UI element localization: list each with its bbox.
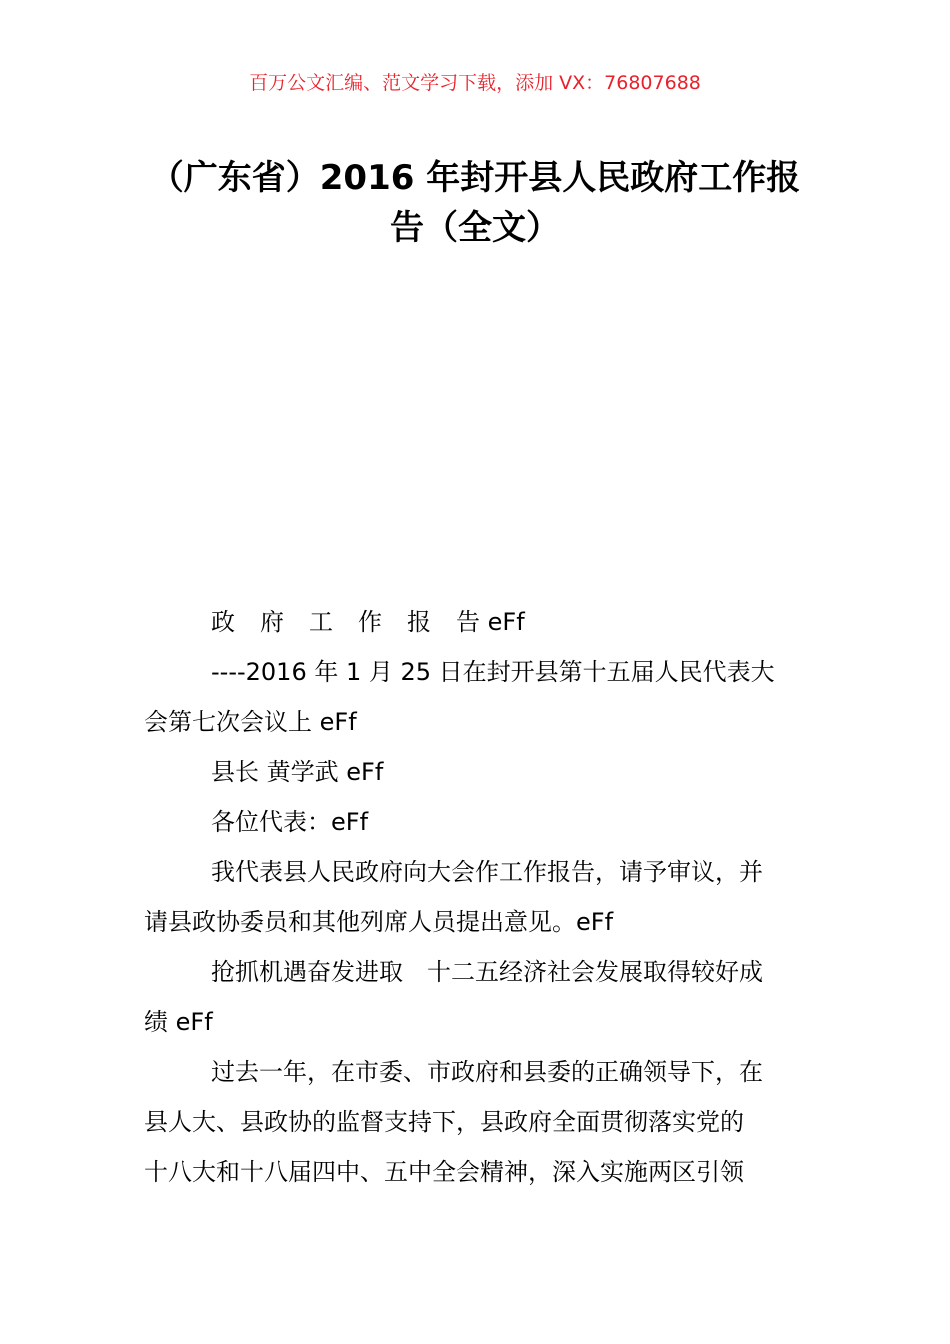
intro-line1: 我代表县人民政府向大会作工作报告，请予审议，并 [211, 858, 763, 886]
section-heading-line1: 抢抓机遇奋发进取 十二五经济社会发展取得较好成 [211, 958, 763, 986]
speaker-line: 县长 黄学武 eFf [211, 758, 384, 786]
intro-line2: 请县政协委员和其他列席人员提出意见。eFf [144, 908, 614, 936]
salutation-line: 各位代表：eFf [211, 808, 369, 836]
document-title-line2: 告（全文） [390, 208, 560, 248]
document-title-line1: （广东省）2016 年封开县人民政府工作报 [149, 158, 801, 198]
section-heading-line2: 绩 eFf [144, 1008, 213, 1036]
subtitle-line1: ----2016 年 1 月 25 日在封开县第十五届人民代表大 [211, 658, 775, 686]
paragraph-line1: 过去一年，在市委、市政府和县委的正确领导下，在 [211, 1058, 763, 1086]
paragraph-line3: 十八大和十八届四中、五中全会精神，深入实施两区引领 [144, 1158, 744, 1186]
subtitle-line2: 会第七次会议上 eFf [144, 708, 357, 736]
report-heading-end: 告 eFf [456, 608, 525, 636]
report-heading-chars: 政府工作报 [211, 608, 456, 636]
watermark-banner: 百万公文汇编、范文学习下载，添加 VX：76807688 [249, 72, 701, 94]
paragraph-line2: 县人大、县政协的监督支持下，县政府全面贯彻落实党的 [144, 1108, 744, 1136]
report-heading [211, 607, 525, 637]
